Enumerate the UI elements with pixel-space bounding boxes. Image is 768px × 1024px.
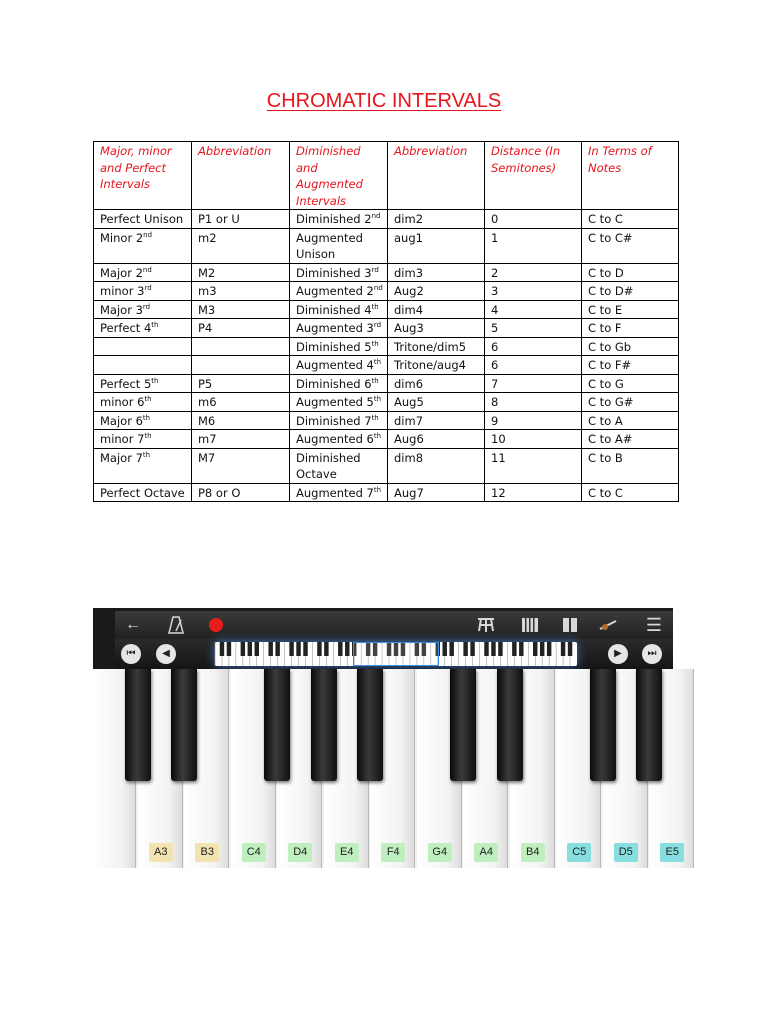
cell-text: 6	[491, 339, 499, 354]
cell-text: M7	[198, 450, 216, 465]
piano-navigation-bar	[115, 639, 673, 669]
table-cell	[290, 337, 388, 356]
table-cell	[582, 300, 679, 319]
cell-text: M2	[198, 265, 216, 280]
cell-text: m6	[198, 395, 217, 409]
table-row	[94, 210, 679, 229]
note-label: G4	[428, 843, 452, 862]
mini-black-key	[303, 642, 307, 656]
cell-text: Minor 2	[100, 230, 144, 245]
table-cell	[192, 374, 290, 393]
table-cell	[192, 228, 290, 263]
ordinal-suffix: th	[142, 413, 151, 422]
ordinal-suffix: th	[371, 339, 379, 348]
cell-text: Diminished 3	[296, 265, 372, 280]
ordinal-suffix: th	[151, 321, 159, 329]
black-key[interactable]	[357, 669, 383, 781]
mini-black-key	[248, 642, 252, 656]
cell-text: minor 6	[100, 395, 145, 409]
table-row	[94, 228, 679, 263]
cell-text: Perfect 5	[100, 376, 152, 391]
cell-text: C to E	[588, 302, 623, 317]
table-cell	[192, 393, 290, 412]
mini-black-key	[547, 642, 551, 656]
mini-black-key	[296, 642, 300, 656]
note-label: A4	[474, 843, 498, 862]
ordinal-suffix: rd	[144, 284, 152, 292]
mini-black-key	[540, 642, 544, 656]
mini-black-key	[463, 642, 467, 656]
black-key[interactable]	[590, 669, 616, 781]
mini-black-key	[512, 642, 516, 656]
ordinal-suffix: th	[373, 485, 382, 494]
table-cell	[388, 430, 485, 449]
cell-text: 7	[491, 376, 499, 391]
black-key[interactable]	[264, 669, 290, 781]
table-cell	[485, 263, 582, 282]
table-cell	[582, 210, 679, 229]
cell-text: P4	[198, 321, 213, 335]
mini-black-key	[338, 642, 342, 656]
table-cell	[485, 282, 582, 301]
mini-black-key	[289, 642, 293, 656]
table-cell	[290, 282, 388, 301]
note-label: B4	[521, 843, 545, 862]
mini-black-key	[324, 642, 328, 656]
black-key[interactable]	[450, 669, 476, 781]
cell-text: dim7	[394, 413, 424, 428]
mini-black-key	[519, 642, 523, 656]
table-cell	[94, 319, 192, 338]
table-row	[94, 337, 679, 356]
ordinal-suffix: th	[371, 376, 379, 385]
keyboard-overview-slider[interactable]	[215, 642, 577, 666]
cell-text: Augmented 3	[296, 321, 374, 335]
cell-text: 0	[491, 212, 499, 226]
back-arrow-icon[interactable]: ←	[125, 616, 141, 633]
table-cell	[485, 430, 582, 449]
mini-black-key	[227, 642, 231, 656]
cell-text: m2	[198, 230, 217, 245]
cell-text: dim4	[394, 302, 424, 317]
cell-text: Diminished 7	[296, 413, 372, 428]
cell-text: M6	[198, 413, 216, 428]
note-label: B3	[195, 843, 219, 862]
forward-icon[interactable]: ▶	[608, 644, 628, 664]
dual-keyboard-icon[interactable]	[557, 611, 583, 639]
cell-text: Augmented 2	[296, 284, 374, 298]
pan-icon[interactable]	[473, 611, 499, 639]
table-row	[94, 319, 679, 338]
ordinal-suffix: th	[373, 395, 382, 403]
note-label: D4	[288, 843, 312, 862]
ordinal-suffix: rd	[373, 321, 382, 329]
table-cell	[192, 483, 290, 502]
table-cell	[290, 411, 388, 430]
table-row	[94, 263, 679, 282]
column-header: Diminished and Augmented Intervals	[290, 142, 388, 210]
black-key[interactable]	[311, 669, 337, 781]
table-cell	[388, 282, 485, 301]
table-cell	[290, 393, 388, 412]
table-cell	[290, 300, 388, 319]
fast-rewind-icon[interactable]: ⏮	[121, 644, 141, 664]
table-cell	[94, 210, 192, 229]
cell-text: C to A#	[588, 432, 633, 446]
table-row	[94, 393, 679, 412]
table-cell	[192, 210, 290, 229]
cell-text: 2	[491, 265, 499, 280]
cell-text: Diminished 6	[296, 376, 372, 391]
table-cell	[290, 263, 388, 282]
table-cell	[94, 393, 192, 412]
keyboard-icon[interactable]	[517, 611, 543, 639]
intervals-table	[93, 141, 679, 502]
cell-text: M3	[198, 302, 216, 317]
table-cell	[485, 356, 582, 375]
piano-toolbar	[115, 611, 673, 639]
table-cell	[485, 210, 582, 229]
mini-black-key	[241, 642, 245, 656]
mini-black-key	[533, 642, 537, 656]
black-key[interactable]	[171, 669, 197, 781]
table-cell	[290, 483, 388, 502]
table-cell	[388, 374, 485, 393]
table-cell	[192, 263, 290, 282]
black-key[interactable]	[497, 669, 523, 781]
cell-text: P8 or O	[198, 485, 241, 500]
column-header: Abbreviation	[192, 142, 290, 210]
table-cell	[582, 319, 679, 338]
table-cell	[94, 356, 192, 375]
cell-text: 9	[491, 413, 499, 428]
mini-black-key	[275, 642, 279, 656]
cell-text: minor 7	[100, 432, 145, 446]
menu-icon[interactable]: ☰	[645, 615, 663, 635]
cell-text: aug1	[394, 230, 423, 245]
cell-text: Diminished Octave	[296, 450, 361, 481]
mini-black-key	[449, 642, 453, 656]
cell-text: C to A	[588, 413, 623, 428]
cell-text: C to D#	[588, 284, 634, 298]
table-cell	[485, 393, 582, 412]
cell-text: dim3	[394, 265, 424, 280]
cell-text: C to Gb	[588, 339, 632, 354]
cell-text: dim6	[394, 376, 424, 391]
mini-black-key	[255, 642, 259, 656]
cell-text: Diminished 2	[296, 212, 372, 226]
cell-text: C to F	[588, 321, 622, 335]
table-cell	[192, 282, 290, 301]
ordinal-suffix: th	[144, 395, 152, 403]
table-cell	[94, 483, 192, 502]
cell-text: C to G	[588, 376, 624, 391]
cell-text: Aug5	[394, 395, 424, 409]
table-row	[94, 356, 679, 375]
cell-text: Major 6	[100, 413, 143, 428]
table-cell	[192, 300, 290, 319]
table-cell	[192, 430, 290, 449]
cell-text: Diminished 5	[296, 339, 372, 354]
table-cell	[94, 300, 192, 319]
table-cell	[94, 228, 192, 263]
table-row	[94, 374, 679, 393]
note-label: F4	[381, 843, 405, 862]
table-cell	[388, 300, 485, 319]
black-key[interactable]	[636, 669, 662, 781]
mini-black-key	[470, 642, 474, 656]
table-row	[94, 300, 679, 319]
table-header-row	[94, 142, 679, 210]
table-cell	[94, 411, 192, 430]
note-label: E4	[335, 843, 359, 862]
table-cell	[388, 393, 485, 412]
table-cell	[388, 337, 485, 356]
table-cell	[290, 356, 388, 375]
mini-black-key	[317, 642, 321, 656]
table-cell	[94, 430, 192, 449]
table-cell	[290, 319, 388, 338]
cell-text: Augmented 4	[296, 358, 374, 372]
table-cell	[582, 374, 679, 393]
fast-forward-icon[interactable]: ⏭	[642, 644, 662, 664]
ordinal-suffix: th	[371, 413, 379, 422]
cell-text: Tritone/aug4	[394, 358, 466, 372]
ordinal-suffix: nd	[373, 284, 383, 292]
table-cell	[94, 374, 192, 393]
mini-black-key	[220, 642, 224, 656]
table-cell	[192, 356, 290, 375]
mini-black-key	[484, 642, 488, 656]
table-cell	[582, 337, 679, 356]
cell-text: Major 3	[100, 302, 143, 317]
mini-black-key	[491, 642, 495, 656]
note-label: E5	[660, 843, 684, 862]
cell-text: Tritone/dim5	[394, 339, 467, 354]
table-cell	[94, 282, 192, 301]
table-cell	[388, 411, 485, 430]
table-cell	[192, 337, 290, 356]
column-header: Major, minor and Perfect Intervals	[94, 142, 192, 210]
table-row	[94, 411, 679, 430]
ordinal-suffix: rd	[142, 302, 151, 311]
table-cell	[290, 374, 388, 393]
column-header: In Terms of Notes	[582, 142, 679, 210]
table-row	[94, 483, 679, 502]
mini-black-key	[568, 642, 572, 656]
note-label: D5	[614, 843, 638, 862]
cell-text: 11	[491, 450, 506, 465]
metronome-icon[interactable]	[163, 611, 189, 639]
cell-text: C to C	[588, 485, 623, 500]
ordinal-suffix: th	[373, 358, 382, 366]
cell-text: 1	[491, 230, 499, 245]
cell-text: Augmented 6	[296, 432, 374, 446]
cell-text: m7	[198, 432, 217, 446]
table-cell	[388, 319, 485, 338]
cell-text: C to B	[588, 450, 623, 465]
table-row	[94, 282, 679, 301]
rewind-icon[interactable]: ◀	[156, 644, 176, 664]
cell-text: dim2	[394, 212, 424, 226]
table-cell	[290, 210, 388, 229]
table-cell	[192, 319, 290, 338]
cell-text: 4	[491, 302, 499, 317]
note-label: A3	[149, 843, 173, 862]
mini-black-key	[498, 642, 502, 656]
page-title: CHROMATIC INTERVALS	[266, 90, 502, 112]
ordinal-suffix: th	[142, 450, 151, 459]
ordinal-suffix: rd	[371, 265, 379, 274]
table-cell	[582, 448, 679, 483]
cell-text: C to C#	[588, 230, 633, 245]
table-cell	[94, 337, 192, 356]
table-cell	[485, 319, 582, 338]
cell-text: C to C	[588, 212, 623, 226]
column-header: Distance (In Semitones)	[485, 142, 582, 210]
table-cell	[582, 263, 679, 282]
table-cell	[388, 228, 485, 263]
mini-black-key	[268, 642, 272, 656]
table-cell	[582, 228, 679, 263]
table-cell	[388, 448, 485, 483]
instrument-icon[interactable]	[595, 611, 621, 639]
table-cell	[388, 356, 485, 375]
record-icon[interactable]	[209, 618, 223, 632]
mini-black-key	[561, 642, 565, 656]
table-cell	[485, 374, 582, 393]
note-label: C5	[567, 843, 591, 862]
table-cell	[582, 356, 679, 375]
cell-text: 10	[491, 432, 506, 446]
cell-text: Diminished 4	[296, 302, 372, 317]
table-cell	[582, 430, 679, 449]
ordinal-suffix: th	[371, 302, 379, 311]
cell-text: Aug3	[394, 321, 424, 335]
cell-text: 6	[491, 358, 499, 372]
cell-text: 5	[491, 321, 499, 335]
ordinal-suffix: th	[144, 432, 152, 440]
piano-keyboard[interactable]	[115, 669, 679, 868]
table-cell	[388, 483, 485, 502]
cell-text: Augmented 7	[296, 485, 374, 500]
table-cell	[388, 263, 485, 282]
note-label: C4	[242, 843, 266, 862]
table-cell	[388, 210, 485, 229]
table-cell	[192, 411, 290, 430]
cell-text: dim8	[394, 450, 424, 465]
column-header: Abbreviation	[388, 142, 485, 210]
cell-text: Perfect Octave	[100, 485, 185, 500]
mini-black-key	[443, 642, 447, 656]
table-cell	[485, 448, 582, 483]
cell-text: C to F#	[588, 358, 632, 372]
table-cell	[290, 228, 388, 263]
table-cell	[485, 228, 582, 263]
cell-text: 3	[491, 284, 499, 298]
cell-text: P1 or U	[198, 212, 240, 226]
cell-text: P5	[198, 376, 213, 391]
table-cell	[94, 448, 192, 483]
table-cell	[582, 411, 679, 430]
table-cell	[290, 448, 388, 483]
cell-text: Aug2	[394, 284, 424, 298]
ordinal-suffix: th	[373, 432, 382, 440]
table-cell	[485, 300, 582, 319]
table-cell	[582, 282, 679, 301]
cell-text: Major 2	[100, 265, 143, 280]
cell-text: minor 3	[100, 284, 145, 298]
table-cell	[485, 337, 582, 356]
table-row	[94, 430, 679, 449]
table-cell	[582, 393, 679, 412]
piano-app-screenshot	[93, 608, 679, 868]
ordinal-suffix: nd	[371, 212, 381, 220]
table-row	[94, 448, 679, 483]
black-key[interactable]	[125, 669, 151, 781]
table-cell	[485, 411, 582, 430]
ordinal-suffix: th	[151, 376, 159, 385]
keyboard-overview-window[interactable]	[353, 642, 439, 666]
cell-text: Aug7	[394, 485, 424, 500]
cell-text: m3	[198, 284, 217, 298]
ordinal-suffix: nd	[143, 230, 153, 239]
cell-text: Perfect 4	[100, 321, 152, 335]
cell-text: 8	[491, 395, 499, 409]
table-cell	[192, 448, 290, 483]
cell-text: Augmented Unison	[296, 230, 363, 261]
cell-text: Major 7	[100, 450, 143, 465]
cell-text: Aug6	[394, 432, 424, 446]
table-cell	[290, 430, 388, 449]
table-cell	[485, 483, 582, 502]
cell-text: Augmented 5	[296, 395, 374, 409]
table-cell	[94, 263, 192, 282]
cell-text: Perfect Unison	[100, 212, 184, 226]
cell-text: C to G#	[588, 395, 634, 409]
table-cell	[582, 483, 679, 502]
cell-text: 12	[491, 485, 506, 500]
cell-text: C to D	[588, 265, 624, 280]
mini-black-key	[345, 642, 349, 656]
ordinal-suffix: nd	[142, 265, 152, 274]
